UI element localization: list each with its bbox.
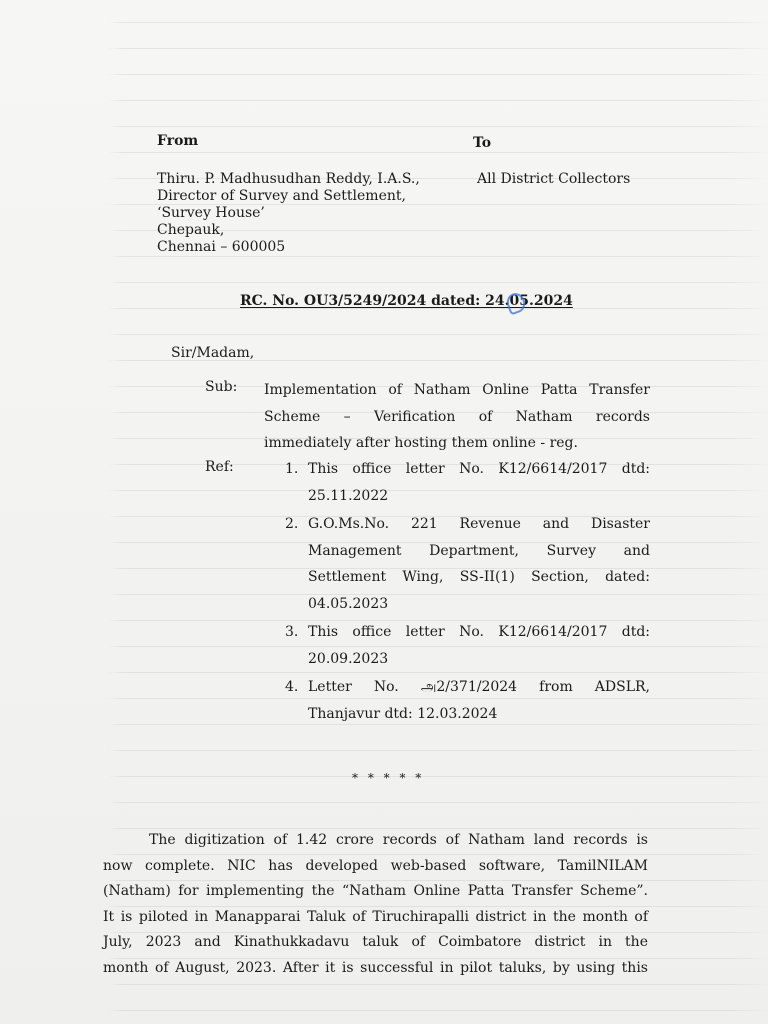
reference-line: This office letter No. K12/6614/2017 dtd: — [308, 624, 650, 640]
reference-number-label: 1. — [285, 461, 299, 477]
to-label: To — [473, 135, 492, 151]
reference-line: Management Department, Survey and — [308, 542, 650, 559]
reference-line: 25.11.2022 — [308, 487, 389, 504]
reference-item — [285, 456, 650, 509]
sender-line: ‘Survey House’ — [157, 205, 265, 221]
reference-number: RC. No. OU3/5249/2024 dated: 24.05.2024 — [240, 293, 573, 309]
reference-line: 20.09.2023 — [308, 650, 389, 667]
reference-number-label: 4. — [285, 679, 299, 695]
reference-line: Thanjavur dtd: 12.03.2024 — [308, 705, 498, 722]
sender-line: Thiru. P. Madhusudhan Reddy, I.A.S., — [157, 171, 420, 187]
from-label: From — [157, 133, 199, 149]
body-line: It is piloted in Manapparai Taluk of Tiruchirapalli district in the month of — [103, 908, 648, 925]
subject-line: Implementation of Natham Online Patta Transfer — [264, 382, 650, 398]
references-list — [285, 456, 650, 727]
reference-line: Settlement Wing, SS-II(1) Section, dated: — [308, 569, 650, 585]
sender-block — [157, 171, 457, 256]
reference-item — [285, 511, 650, 617]
recipient: All District Collectors — [477, 171, 631, 187]
salutation: Sir/Madam, — [171, 345, 255, 361]
reference-line: G.O.Ms.No. 221 Revenue and Disaster — [308, 516, 650, 532]
reference-number-label: 2. — [285, 516, 299, 532]
reference-item — [285, 674, 650, 727]
sender-line: Chennai – 600005 — [157, 239, 286, 255]
body-line: (Natham) for implementing the “Natham Online Patta Transfer Scheme”. — [103, 883, 648, 899]
subject-label: Sub: — [205, 379, 238, 395]
reference-item — [285, 619, 650, 672]
body-line: now complete. NIC has developed web-based software, TamilNILAM — [103, 857, 648, 874]
body-line: month of August, 2023. After it is successful in pilot taluks, by using this — [103, 959, 648, 976]
section-separator: * * * * * — [352, 771, 425, 785]
sender-line: Chepauk, — [157, 222, 225, 238]
subject-line: immediately after hosting them online - reg. — [264, 435, 578, 451]
body-line: July, 2023 and Kinathukkadavu taluk of Coimbatore district in the — [103, 934, 648, 950]
body-paragraph — [103, 828, 648, 981]
sender-line: Director of Survey and Settlement, — [157, 188, 406, 204]
body-line: The digitization of 1.42 crore records of Natham land records is — [149, 832, 648, 848]
reference-line: This office letter No. K12/6614/2017 dtd: — [308, 461, 650, 477]
reference-line: 04.05.2023 — [308, 595, 389, 612]
reference-number-label: 3. — [285, 624, 299, 640]
subject-text — [264, 377, 650, 457]
subject-line: Scheme – Verification of Natham records — [264, 408, 650, 425]
references-label: Ref: — [205, 459, 234, 475]
reference-line: Letter No. அ2/371/2024 from ADSLR, — [308, 679, 650, 695]
